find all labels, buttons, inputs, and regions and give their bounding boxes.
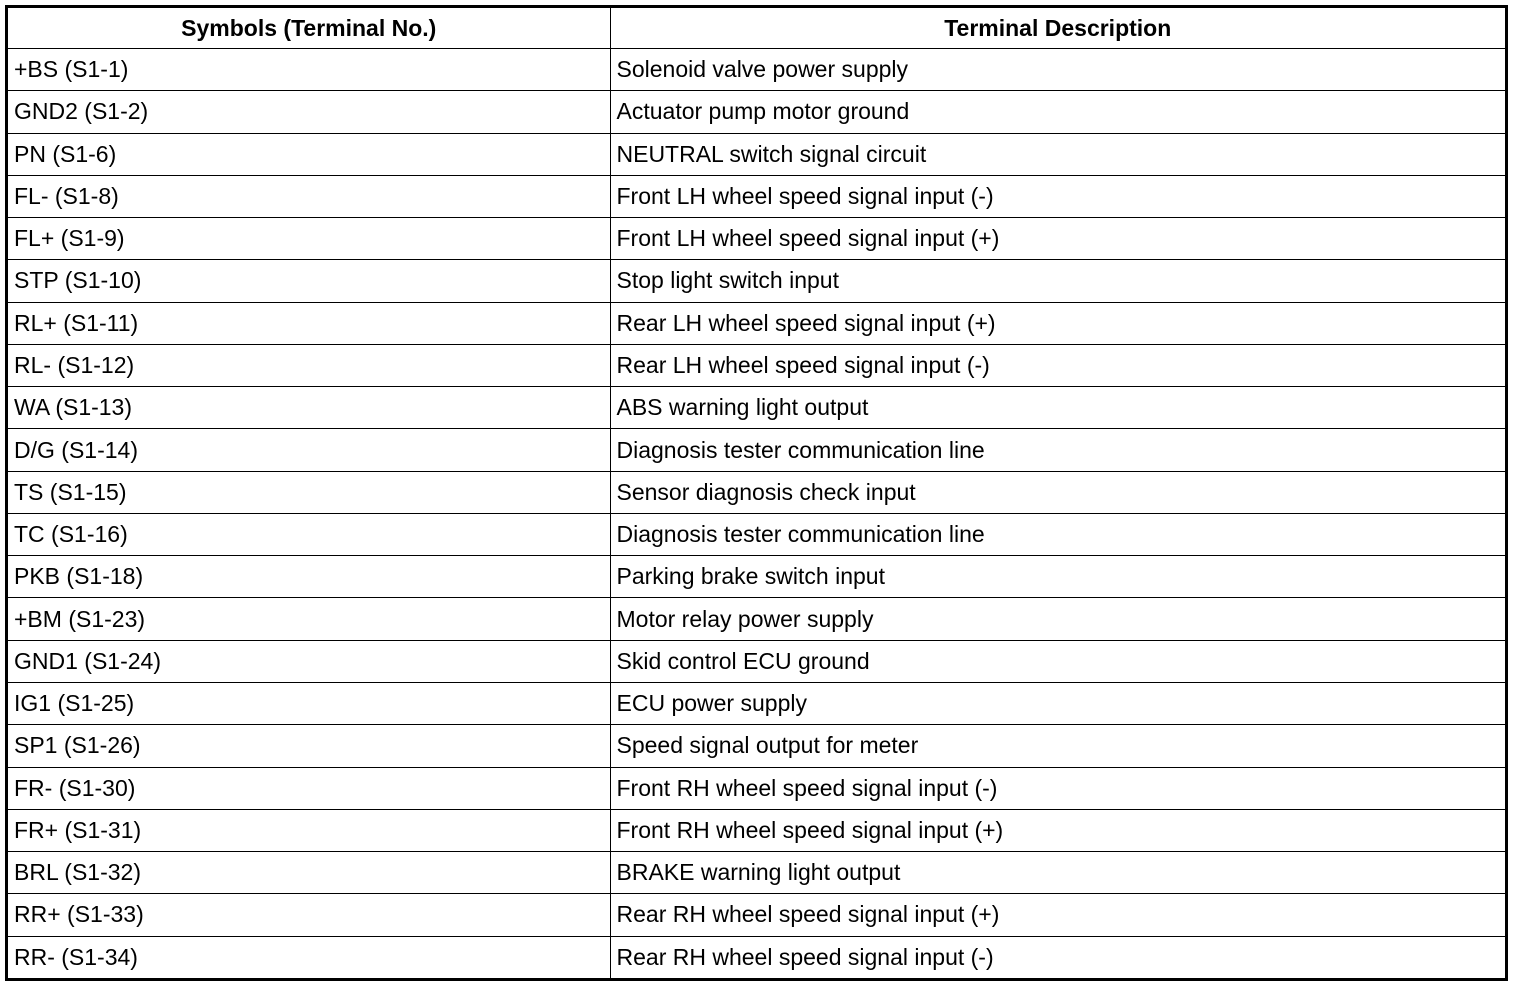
table-header-row: [8, 8, 1505, 49]
table-row: [8, 767, 1505, 809]
terminal-symbol-cell: +BS (S1-1): [8, 49, 610, 91]
terminal-description-cell: Sensor diagnosis check input: [610, 471, 1505, 513]
terminal-symbol-cell: FL+ (S1-9): [8, 218, 610, 260]
table-row: [8, 91, 1505, 133]
terminal-description-cell: Front RH wheel speed signal input (+): [610, 809, 1505, 851]
header-description: Terminal Description: [610, 8, 1505, 49]
terminal-symbol-cell: +BM (S1-23): [8, 598, 610, 640]
terminal-symbol-cell: IG1 (S1-25): [8, 682, 610, 724]
table-row: [8, 49, 1505, 91]
terminal-symbol-cell: SP1 (S1-26): [8, 725, 610, 767]
terminal-symbol-cell: FR+ (S1-31): [8, 809, 610, 851]
terminal-description-cell: BRAKE warning light output: [610, 852, 1505, 894]
terminal-symbol-cell: RL+ (S1-11): [8, 302, 610, 344]
terminal-symbol-cell: WA (S1-13): [8, 387, 610, 429]
terminal-description-cell: Speed signal output for meter: [610, 725, 1505, 767]
table-row: [8, 218, 1505, 260]
table-row: [8, 175, 1505, 217]
table-row: [8, 302, 1505, 344]
table-row: [8, 936, 1505, 978]
terminal-description-cell: Rear LH wheel speed signal input (+): [610, 302, 1505, 344]
terminal-symbol-cell: D/G (S1-14): [8, 429, 610, 471]
terminal-symbol-cell: RR- (S1-34): [8, 936, 610, 978]
table-row: [8, 598, 1505, 640]
terminal-description-cell: Actuator pump motor ground: [610, 91, 1505, 133]
terminal-symbol-cell: FR- (S1-30): [8, 767, 610, 809]
terminal-description-cell: Diagnosis tester communication line: [610, 429, 1505, 471]
terminal-description-cell: Front LH wheel speed signal input (-): [610, 175, 1505, 217]
terminal-symbol-cell: GND1 (S1-24): [8, 640, 610, 682]
table-row: [8, 894, 1505, 936]
terminal-description-cell: Rear LH wheel speed signal input (-): [610, 344, 1505, 386]
terminal-symbol-cell: PKB (S1-18): [8, 556, 610, 598]
table-row: [8, 682, 1505, 724]
terminal-description-cell: NEUTRAL switch signal circuit: [610, 133, 1505, 175]
terminal-symbol-cell: RR+ (S1-33): [8, 894, 610, 936]
table-row: [8, 640, 1505, 682]
header-symbols: Symbols (Terminal No.): [8, 8, 610, 49]
table-row: [8, 429, 1505, 471]
table-row: [8, 725, 1505, 767]
table-row: [8, 852, 1505, 894]
table-row: [8, 513, 1505, 555]
terminal-symbol-cell: TS (S1-15): [8, 471, 610, 513]
table-body: [8, 49, 1505, 979]
terminal-description-cell: ECU power supply: [610, 682, 1505, 724]
terminal-description-cell: Rear RH wheel speed signal input (-): [610, 936, 1505, 978]
terminal-description-cell: Stop light switch input: [610, 260, 1505, 302]
table-row: [8, 809, 1505, 851]
terminal-description-cell: Parking brake switch input: [610, 556, 1505, 598]
table-row: [8, 260, 1505, 302]
terminal-description-cell: Solenoid valve power supply: [610, 49, 1505, 91]
terminal-symbol-cell: STP (S1-10): [8, 260, 610, 302]
table-row: [8, 387, 1505, 429]
table-row: [8, 133, 1505, 175]
terminal-table-frame: [5, 5, 1508, 981]
table-row: [8, 471, 1505, 513]
terminal-description-cell: Rear RH wheel speed signal input (+): [610, 894, 1505, 936]
terminal-symbol-cell: PN (S1-6): [8, 133, 610, 175]
terminal-description-cell: Front LH wheel speed signal input (+): [610, 218, 1505, 260]
terminal-description-cell: Skid control ECU ground: [610, 640, 1505, 682]
table-row: [8, 556, 1505, 598]
terminal-description-cell: Diagnosis tester communication line: [610, 513, 1505, 555]
terminal-table: [8, 8, 1505, 978]
terminal-description-cell: Motor relay power supply: [610, 598, 1505, 640]
terminal-symbol-cell: TC (S1-16): [8, 513, 610, 555]
terminal-symbol-cell: BRL (S1-32): [8, 852, 610, 894]
terminal-symbol-cell: RL- (S1-12): [8, 344, 610, 386]
terminal-description-cell: Front RH wheel speed signal input (-): [610, 767, 1505, 809]
terminal-description-cell: ABS warning light output: [610, 387, 1505, 429]
table-row: [8, 344, 1505, 386]
terminal-symbol-cell: GND2 (S1-2): [8, 91, 610, 133]
terminal-symbol-cell: FL- (S1-8): [8, 175, 610, 217]
